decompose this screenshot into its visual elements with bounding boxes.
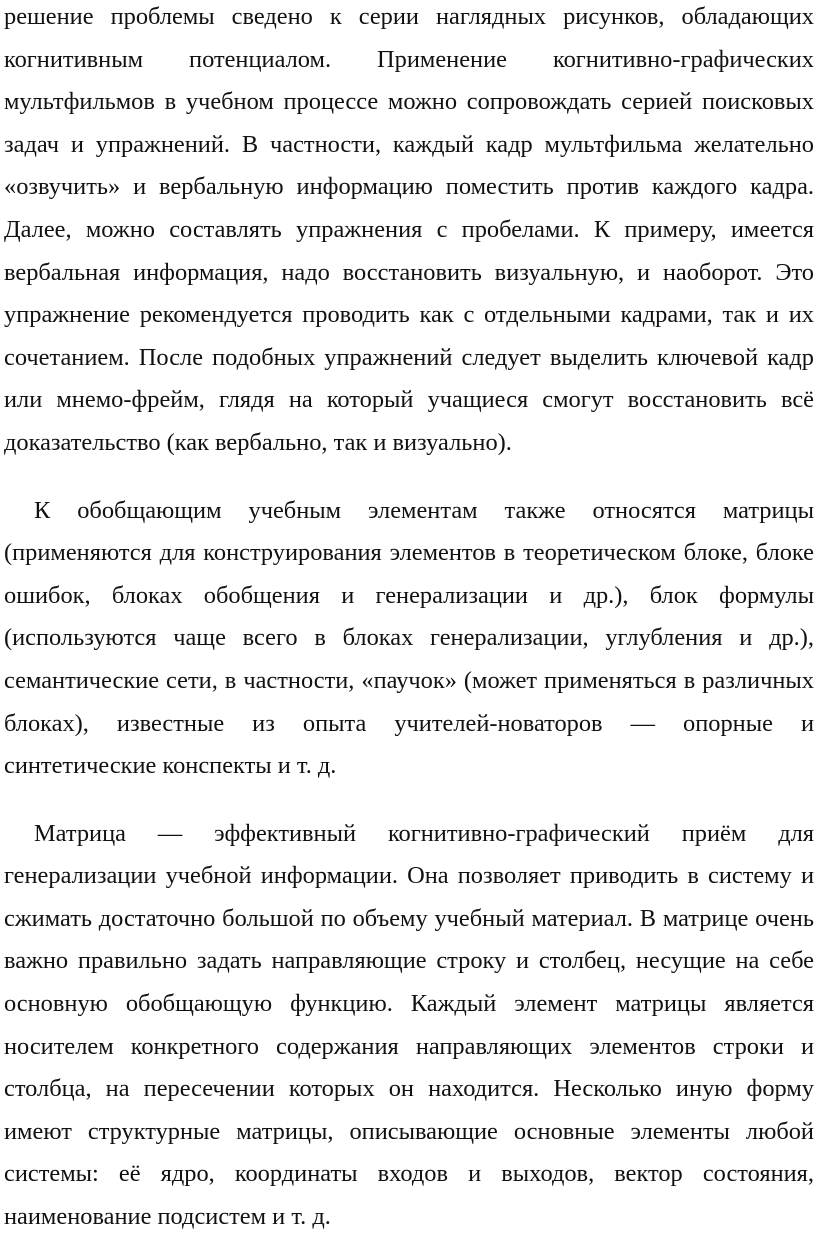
paragraph-matrix: Матрица — эффективный когнитивно-графический приём для генерализации учебной информации. Она позволяет приводить в систему и сжимать достаточно большой по объему учебный материал. В матрице очень важно правильно задать направляющие строку и столбец, несущие на себе основную обобщающую функцию. Каждый элемент матрицы является носителем конкретного содержания направляющих элементов строки и столбца, на пересечении которых он находится. Несколько иную форму имеют структурные матрицы, описывающие основные элементы любой системы: её ядро, координаты входов и выходов, вектор состояния, наименование подсистем и т. д. [4,819,814,1231]
paragraph-generalizing-elements: К обобщающим учебным элементам также относятся матрицы (применяются для конструирования элементов в теоретическом блоке, блоке ошибок, блоках обобщения и генерализации и др.), блок формулы (используются чаще всего в блоках генерализации, углубления и др.), семантические сети, в частности, «паучок» (может применяться в различных блоках), известные из опыта учителей-новаторов — опорные и синтетические конспекты и т. д. [4,496,814,780]
paragraph-continuation: решение проблемы сведено к серии наглядных рисунков, обладающих когнитивным потенциалом. Применение когнитивно-графических мультфильмов в учебном процессе можно сопровождать серией поисковых задач и упражнений. В частности, каждый кадр мультфильма желательно «озвучить» и вербальную информацию поместить против каждого кадра. Далее, можно составлять упражнения с пробелами. К примеру, имеется вербальная информация, надо восстановить визуальную, и наоборот. Это упражнение рекомендуется проводить как с отдельными кадрами, так и их сочетанием. После подобных упражнений следует выделить ключевой кадр или мнемо-фрейм, глядя на который учащиеся смогут восстановить всё доказательство (как вербально, так и визуально). [4,3,814,456]
document-page [4,0,814,1239]
